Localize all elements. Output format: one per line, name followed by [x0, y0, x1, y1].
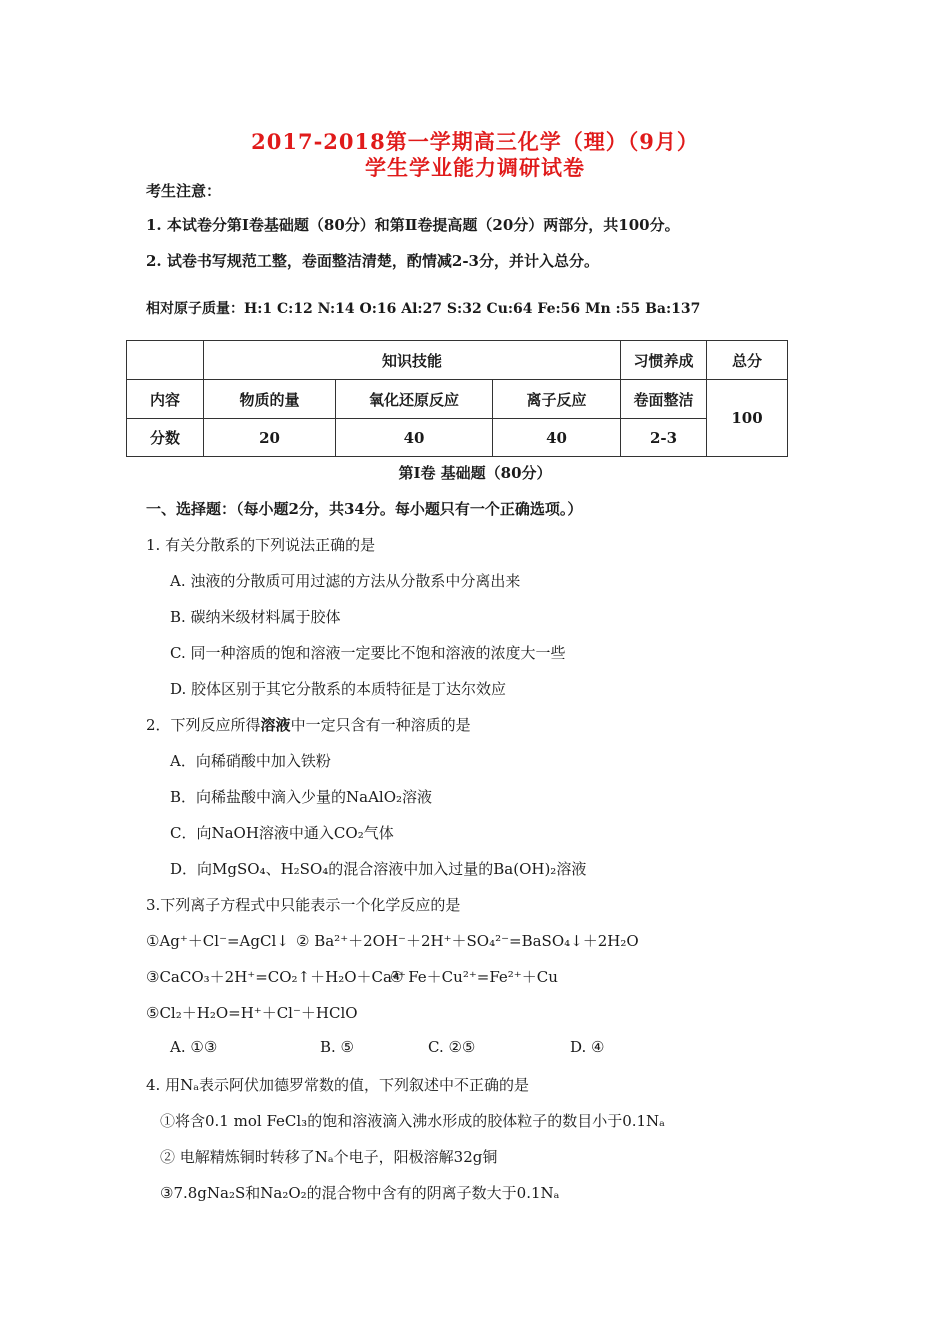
score-table [126, 340, 788, 457]
score-cell: 2-3 [621, 419, 707, 457]
q3-equation-4: ④ Fe＋Cu²⁺=Fe²⁺＋Cu [390, 968, 558, 986]
row-score-label: 分数 [127, 419, 204, 457]
column-header: 氧化还原反应 [336, 380, 493, 419]
q2-stem-pre: 2．下列反应所得 [146, 716, 261, 734]
score-cell: 40 [336, 419, 493, 457]
section-heading [146, 498, 582, 519]
q2-option-a: A．向稀硝酸中加入铁粉 [170, 752, 331, 770]
notice-item-1: 1. 本试卷分第Ⅰ卷基础题（80分）和第Ⅱ卷提高题（20分）两部分，共100分。 [146, 216, 680, 234]
q4-statement-2: ② 电解精炼铜时转移了Nₐ个电子，阳极溶解32g铜 [160, 1148, 498, 1166]
column-header: 卷面整洁 [621, 380, 707, 419]
exam-title-line2: 学生学业能力调研试卷 [365, 155, 585, 180]
q3-equation-5: ⑤Cl₂＋H₂O=H⁺＋Cl⁻＋HClO [146, 1004, 358, 1022]
total-label: 总分 [707, 341, 788, 380]
q2-stem [146, 714, 471, 735]
group-habit: 习惯养成 [621, 341, 707, 380]
part-title: 第Ⅰ卷 基础题（80分） [398, 464, 552, 482]
section-heading-label: 一、选择题： [146, 500, 237, 518]
q3-option-d: D. ④ [570, 1038, 605, 1056]
exam-title-line1: 2017-2018第一学期高三化学（理）（9月） [251, 129, 699, 154]
atomic-masses: 相对原子质量：H:1 C:12 N:14 O:16 Al:27 S:32 Cu:64 Fe:56 Mn :55 Ba:137 [146, 301, 701, 317]
q1-option-a: A. 浊液的分散质可用过滤的方法从分散系中分离出来 [170, 572, 521, 590]
q3-option-a: A. ①③ [170, 1038, 218, 1056]
row-content-label: 内容 [127, 380, 204, 419]
q3-equation-3: ③CaCO₃＋2H⁺=CO₂↑＋H₂O＋Ca²⁺ [146, 968, 406, 986]
column-header: 物质的量 [204, 380, 336, 419]
q4-statement-3: ③7.8gNa₂S和Na₂O₂的混合物中含有的阴离子数大于0.1Nₐ [160, 1184, 560, 1202]
notice-heading: 考生注意： [146, 182, 222, 200]
q1-stem: 1. 有关分散系的下列说法正确的是 [146, 536, 376, 554]
q2-option-c: C．向NaOH溶液中通入CO₂气体 [170, 824, 394, 842]
score-cell: 40 [493, 419, 621, 457]
q2-stem-emphasis: 溶液 [260, 716, 291, 734]
q2-option-b: B．向稀盐酸中滴入少量的NaAlO₂溶液 [170, 788, 433, 806]
q1-option-b: B. 碳纳米级材料属于胶体 [170, 608, 341, 626]
notice-item-2: 2. 试卷书写规范工整，卷面整洁清楚，酌情减2-3分，并计入总分。 [146, 252, 599, 270]
q3-equation-1: ①Ag⁺＋Cl⁻=AgCl↓ [146, 932, 289, 950]
total-value: 100 [707, 380, 788, 457]
q2-stem-post: 中一定只含有一种溶质的是 [290, 716, 471, 734]
q4-stem: 4. 用Nₐ表示阿伏加德罗常数的值，下列叙述中不正确的是 [146, 1076, 529, 1094]
score-cell: 20 [204, 419, 336, 457]
q3-equation-2: ② Ba²⁺＋2OH⁻＋2H⁺＋SO₄²⁻=BaSO₄↓＋2H₂O [296, 932, 639, 950]
q1-option-d: D. 胶体区别于其它分散系的本质特征是丁达尔效应 [170, 680, 507, 698]
group-knowledge: 知识技能 [204, 341, 621, 380]
q4-statement-1: ①将含0.1 mol FeCl₃的饱和溶液滴入沸水形成的胶体粒子的数目小于0.1Nₐ [160, 1112, 665, 1130]
column-header: 离子反应 [493, 380, 621, 419]
section-heading-note: （每小题2分，共34分。每小题只有一个正确选项。） [236, 500, 583, 518]
table-corner-cell [127, 341, 204, 380]
q1-option-c: C. 同一种溶质的饱和溶液一定要比不饱和溶液的浓度大一些 [170, 644, 566, 662]
q3-stem: 3.下列离子方程式中只能表示一个化学反应的是 [146, 896, 461, 914]
q3-option-b: B. ⑤ [320, 1038, 355, 1056]
q2-option-d: D．向MgSO₄、H₂SO₄的混合溶液中加入过量的Ba(OH)₂溶液 [170, 860, 587, 878]
q3-option-c: C. ②⑤ [428, 1038, 476, 1056]
